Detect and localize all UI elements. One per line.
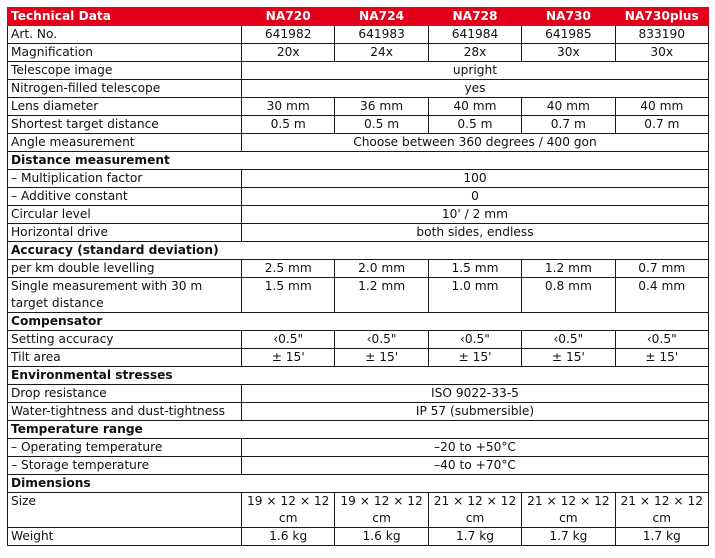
table-row xyxy=(8,439,709,457)
row-label: Single measurement with 30 m target distance xyxy=(8,278,242,313)
row-label: Tilt area xyxy=(8,349,242,367)
cell-value: 0.5 m xyxy=(242,116,335,134)
row-label: Lens diameter xyxy=(8,98,242,116)
row-label: Size xyxy=(8,493,242,528)
section-header xyxy=(8,313,709,331)
cell-value: 0.5 m xyxy=(428,116,521,134)
cell-value: 30x xyxy=(522,44,615,62)
cell-value: 1.5 mm xyxy=(428,260,521,278)
cell-value: 0.8 mm xyxy=(522,278,615,313)
section-title: Dimensions xyxy=(8,475,709,493)
cell-value: 1.2 mm xyxy=(522,260,615,278)
cell-value: 24x xyxy=(335,44,428,62)
cell-value: 641985 xyxy=(522,26,615,44)
cell-value: 833190 xyxy=(615,26,708,44)
cell-value: 0.7 mm xyxy=(615,260,708,278)
cell-value: 40 mm xyxy=(428,98,521,116)
cell-value: 0.5 m xyxy=(335,116,428,134)
cell-value: ‹0.5" xyxy=(335,331,428,349)
cell-value: 1.6 kg xyxy=(242,528,335,546)
table-row xyxy=(8,98,709,116)
section-title: Temperature range xyxy=(8,421,709,439)
row-label: Setting accuracy xyxy=(8,331,242,349)
cell-value: ‹0.5" xyxy=(522,331,615,349)
row-label: – Storage temperature xyxy=(8,457,242,475)
cell-value: ‹0.5" xyxy=(428,331,521,349)
section-title: Distance measurement xyxy=(8,152,709,170)
cell-value: 1.7 kg xyxy=(615,528,708,546)
table-row xyxy=(8,260,709,278)
cell-value: ± 15' xyxy=(242,349,335,367)
table-row xyxy=(8,44,709,62)
section-header xyxy=(8,421,709,439)
cell-value: ± 15' xyxy=(335,349,428,367)
table-row xyxy=(8,170,709,188)
row-label: per km double levelling xyxy=(8,260,242,278)
table-row xyxy=(8,493,709,528)
cell-value: 641983 xyxy=(335,26,428,44)
cell-value: ± 15' xyxy=(522,349,615,367)
cell-value: 28x xyxy=(428,44,521,62)
table-row xyxy=(8,224,709,242)
table-row xyxy=(8,188,709,206)
row-label: Telescope image xyxy=(8,62,242,80)
cell-value: ISO 9022-33-5 xyxy=(242,385,709,403)
cell-value: yes xyxy=(242,80,709,98)
cell-value: 2.5 mm xyxy=(242,260,335,278)
cell-value: upright xyxy=(242,62,709,80)
cell-value: 19 × 12 × 12 cm xyxy=(335,493,428,528)
cell-value: 2.0 mm xyxy=(335,260,428,278)
cell-value: IP 57 (submersible) xyxy=(242,403,709,421)
table-row xyxy=(8,331,709,349)
row-label: Horizontal drive xyxy=(8,224,242,242)
table-row xyxy=(8,457,709,475)
section-header xyxy=(8,475,709,493)
cell-value: –40 to +70°C xyxy=(242,457,709,475)
cell-value: –20 to +50°C xyxy=(242,439,709,457)
cell-value: ‹0.5" xyxy=(242,331,335,349)
cell-value: 19 × 12 × 12 cm xyxy=(242,493,335,528)
model-header: NA730 xyxy=(522,8,615,26)
cell-value: ± 15' xyxy=(615,349,708,367)
section-header xyxy=(8,367,709,385)
row-label: – Multiplication factor xyxy=(8,170,242,188)
row-label: Water-tightness and dust-tightness xyxy=(8,403,242,421)
cell-value: 40 mm xyxy=(522,98,615,116)
cell-value: Choose between 360 degrees / 400 gon xyxy=(242,134,709,152)
cell-value: 20x xyxy=(242,44,335,62)
cell-value: 10' / 2 mm xyxy=(242,206,709,224)
row-label: Magnification xyxy=(8,44,242,62)
section-header xyxy=(8,152,709,170)
cell-value: both sides, endless xyxy=(242,224,709,242)
cell-value: 0.4 mm xyxy=(615,278,708,313)
cell-value: 30 mm xyxy=(242,98,335,116)
cell-value: 1.7 kg xyxy=(428,528,521,546)
cell-value: 0.7 m xyxy=(615,116,708,134)
row-label: Shortest target distance xyxy=(8,116,242,134)
section-title: Accuracy (standard deviation) xyxy=(8,242,709,260)
model-header: NA730plus xyxy=(615,8,708,26)
table-title: Technical Data xyxy=(8,8,242,26)
table-row xyxy=(8,80,709,98)
row-label: Circular level xyxy=(8,206,242,224)
section-header xyxy=(8,242,709,260)
model-header: NA720 xyxy=(242,8,335,26)
cell-value: ‹0.5" xyxy=(615,331,708,349)
row-label: Weight xyxy=(8,528,242,546)
cell-value: 641982 xyxy=(242,26,335,44)
cell-value: 21 × 12 × 12 cm xyxy=(615,493,708,528)
cell-value: 100 xyxy=(242,170,709,188)
table-row xyxy=(8,134,709,152)
table-row xyxy=(8,349,709,367)
model-header: NA724 xyxy=(335,8,428,26)
section-title: Compensator xyxy=(8,313,709,331)
cell-value: 21 × 12 × 12 cm xyxy=(428,493,521,528)
cell-value: 21 × 12 × 12 cm xyxy=(522,493,615,528)
cell-value: 30x xyxy=(615,44,708,62)
technical-data-table xyxy=(7,7,709,546)
table-row xyxy=(8,62,709,80)
cell-value: 36 mm xyxy=(335,98,428,116)
cell-value: 1.6 kg xyxy=(335,528,428,546)
cell-value: ± 15' xyxy=(428,349,521,367)
table-row xyxy=(8,385,709,403)
row-label: – Operating temperature xyxy=(8,439,242,457)
table-header-row xyxy=(8,8,709,26)
cell-value: 1.7 kg xyxy=(522,528,615,546)
row-label: Angle measurement xyxy=(8,134,242,152)
cell-value: 0.7 m xyxy=(522,116,615,134)
row-label: Art. No. xyxy=(8,26,242,44)
table-row xyxy=(8,206,709,224)
table-row xyxy=(8,528,709,546)
table-row xyxy=(8,403,709,421)
cell-value: 1.2 mm xyxy=(335,278,428,313)
cell-value: 40 mm xyxy=(615,98,708,116)
model-header: NA728 xyxy=(428,8,521,26)
cell-value: 641984 xyxy=(428,26,521,44)
table-row xyxy=(8,26,709,44)
row-label: Drop resistance xyxy=(8,385,242,403)
section-title: Environmental stresses xyxy=(8,367,709,385)
table-row xyxy=(8,116,709,134)
table-row xyxy=(8,278,709,313)
cell-value: 0 xyxy=(242,188,709,206)
cell-value: 1.5 mm xyxy=(242,278,335,313)
row-label: Nitrogen-filled telescope xyxy=(8,80,242,98)
cell-value: 1.0 mm xyxy=(428,278,521,313)
row-label: – Additive constant xyxy=(8,188,242,206)
